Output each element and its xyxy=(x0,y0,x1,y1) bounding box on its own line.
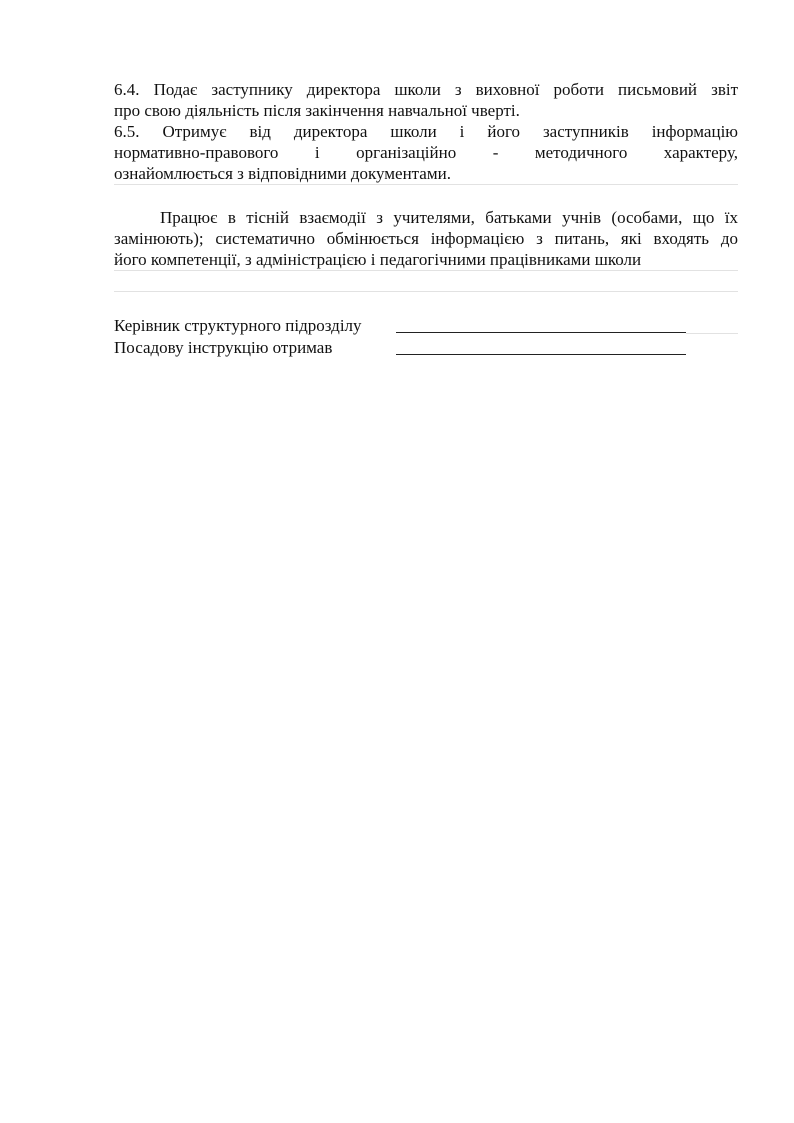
cooperation-line-3: його компетенції, з адміністрацією і педагогічними працівниками школи xyxy=(114,250,642,269)
signature-row-employee xyxy=(114,337,394,358)
divider xyxy=(114,184,738,185)
cooperation-line-1: Працює в тісній взаємодії з учителями, батьками учнів (особами, що їх xyxy=(160,208,738,227)
signature-label-manager: Керівник структурного підрозділу xyxy=(114,316,362,335)
divider xyxy=(114,270,738,271)
clause-6-5-line-3: ознайомлюється з відповідними документами. xyxy=(114,164,451,183)
divider xyxy=(686,333,738,334)
signature-line-manager xyxy=(396,332,686,333)
cooperation-line-2: замінюють); систематично обмінюється інформацією з питань, які входять до xyxy=(114,229,738,248)
clause-6-5-line-1: 6.5. Отримує від директора школи і його заступників інформацію xyxy=(114,122,738,141)
divider xyxy=(114,291,738,292)
clause-6-4-line-2: про свою діяльність після закінчення навчальної чверті. xyxy=(114,101,520,120)
clause-6-4-line-1: 6.4. Подає заступнику директора школи з виховної роботи письмовий звіт xyxy=(114,80,738,99)
cooperation-paragraph xyxy=(114,207,738,270)
signature-row-manager xyxy=(114,315,394,336)
signature-line-employee xyxy=(396,354,686,355)
clause-6-4 xyxy=(114,79,738,121)
clause-6-5-line-2: нормативно-правового і організаційно - методичного характеру, xyxy=(114,143,738,162)
clause-6-5 xyxy=(114,121,738,184)
signature-label-employee: Посадову інструкцію отримав xyxy=(114,338,333,357)
